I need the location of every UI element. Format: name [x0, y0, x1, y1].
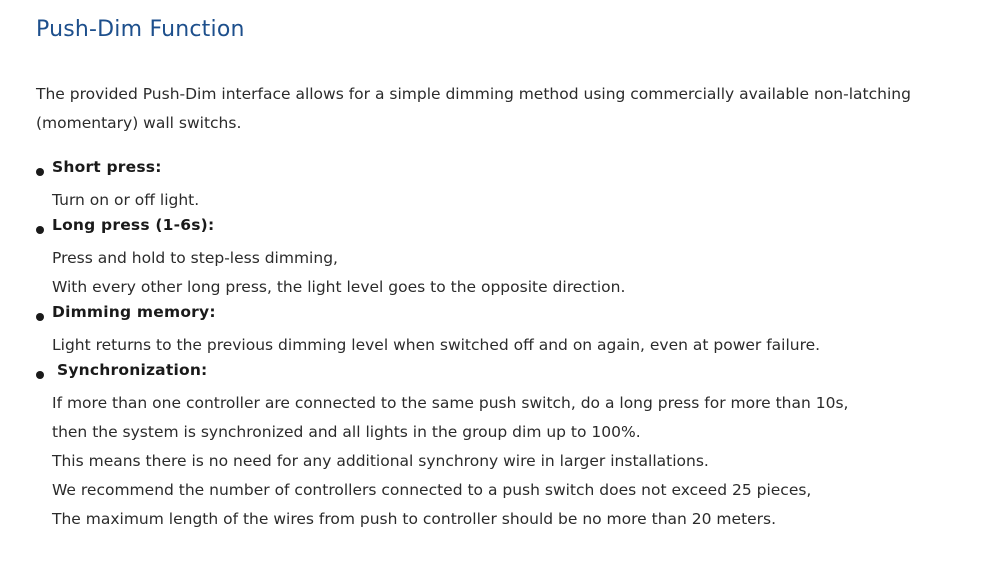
- item-text: then the system is synchronized and all lights in the group dim up to 100%.: [52, 423, 641, 441]
- list-item-synchronization: [0, 360, 996, 534]
- bullet-icon: [36, 168, 44, 176]
- bullet-icon: [36, 313, 44, 321]
- item-heading: Long press (1-6s):: [52, 216, 215, 234]
- list-item-short-press: [0, 157, 996, 215]
- item-text: Press and hold to step-less dimming,: [52, 249, 338, 267]
- item-text: Light returns to the previous dimming level when switched off and on again, even at power failure.: [52, 336, 821, 354]
- item-text: We recommend the number of controllers connected to a push switch does not exceed 25 pieces,: [52, 481, 812, 499]
- item-text: The maximum length of the wires from push to controller should be no more than 20 meters.: [52, 510, 777, 528]
- intro-line: (momentary) wall switchs.: [36, 114, 242, 132]
- item-heading: Synchronization:: [57, 361, 208, 379]
- page-title: Push-Dim Function: [36, 17, 245, 42]
- item-text: This means there is no need for any additional synchrony wire in larger installations.: [52, 452, 709, 470]
- item-text: With every other long press, the light level goes to the opposite direction.: [52, 278, 626, 296]
- list-item-long-press: [0, 215, 996, 302]
- item-heading: Short press:: [52, 158, 162, 176]
- intro-line: The provided Push-Dim interface allows for a simple dimming method using commercially available non-latching: [36, 85, 911, 103]
- list-item-dimming-memory: [0, 302, 996, 360]
- item-heading: Dimming memory:: [52, 303, 216, 321]
- item-text: If more than one controller are connected to the same push switch, do a long press for more than 10s,: [52, 394, 849, 412]
- bullet-icon: [36, 371, 44, 379]
- function-list: [0, 157, 996, 534]
- bullet-icon: [36, 226, 44, 234]
- intro-paragraph: [36, 80, 966, 138]
- item-text: Turn on or off light.: [52, 191, 200, 209]
